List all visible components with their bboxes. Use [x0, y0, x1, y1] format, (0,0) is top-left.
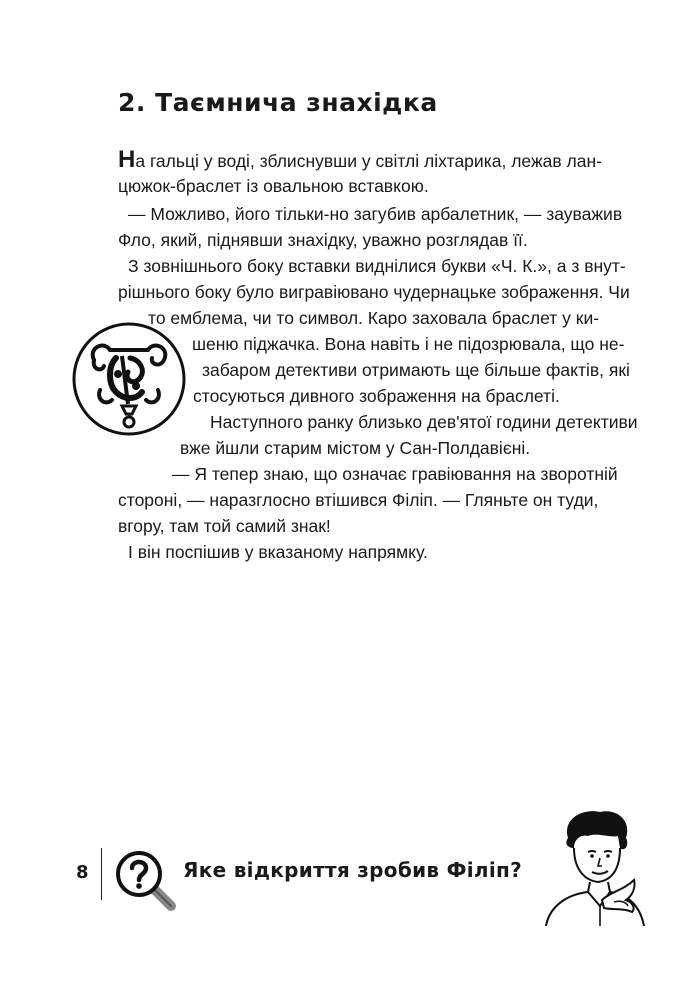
paragraph-line: З зовнішнього боку вставки виднілися букви «Ч. К.», а з внут-: [128, 256, 626, 276]
page-number: 8: [76, 862, 89, 883]
paragraph-line: Фло, який, піднявши знахідку, уважно розглядав її.: [118, 230, 528, 250]
paragraph-line: — Можливо, його тільки-но загубив арбалетник, — зауважив: [128, 204, 623, 224]
paragraph-line: забаром детективи отримають ще більше фактів, які: [202, 360, 630, 380]
paragraph-line: стороні, — наразглосно втішився Філіп. — Гляньте он туди,: [118, 490, 599, 510]
paragraph-line: Наступного ранку близько дев'ятої години детективи: [210, 412, 638, 432]
drop-cap: Н: [118, 146, 136, 173]
paragraph-line: вгору, там той самий знак!: [118, 516, 331, 536]
chapter-title: 2. Таємнича знахідка: [118, 88, 438, 117]
paragraph-line: вже йшли старим містом у Сан-Полдавієні.: [180, 438, 531, 458]
paragraph-line: [118, 147, 602, 174]
paragraph-line-text: а гальці у воді, зблиснувши у світлі ліхтарика, лежав лан-: [135, 151, 602, 171]
paragraph-line: — Я тепер знаю, що означає гравіювання на зворотній: [172, 464, 618, 484]
paragraph-line: І він поспішив у вказаному напрямку.: [128, 542, 428, 562]
footer-divider: [101, 848, 102, 900]
bracelet-emblem-icon: [70, 320, 188, 438]
boy-portrait-icon: [540, 808, 646, 926]
paragraph-line: цюжок-браслет із овальною вставкою.: [118, 176, 429, 196]
magnifier-question-icon: [113, 848, 177, 912]
chapter-question: Яке відкриття зробив Філіп?: [183, 858, 523, 882]
paragraph-line: рішнього боку було вигравіювано чудернацьке зображення. Чи: [118, 282, 630, 302]
paragraph-line: стосуються дивного зображення на браслеті.: [193, 386, 560, 406]
paragraph-line: шеню піджачка. Вона навіть і не підозрювала, що не-: [192, 334, 625, 354]
paragraph-line: то емблема, чи то символ. Каро заховала браслет у ки-: [148, 308, 600, 328]
